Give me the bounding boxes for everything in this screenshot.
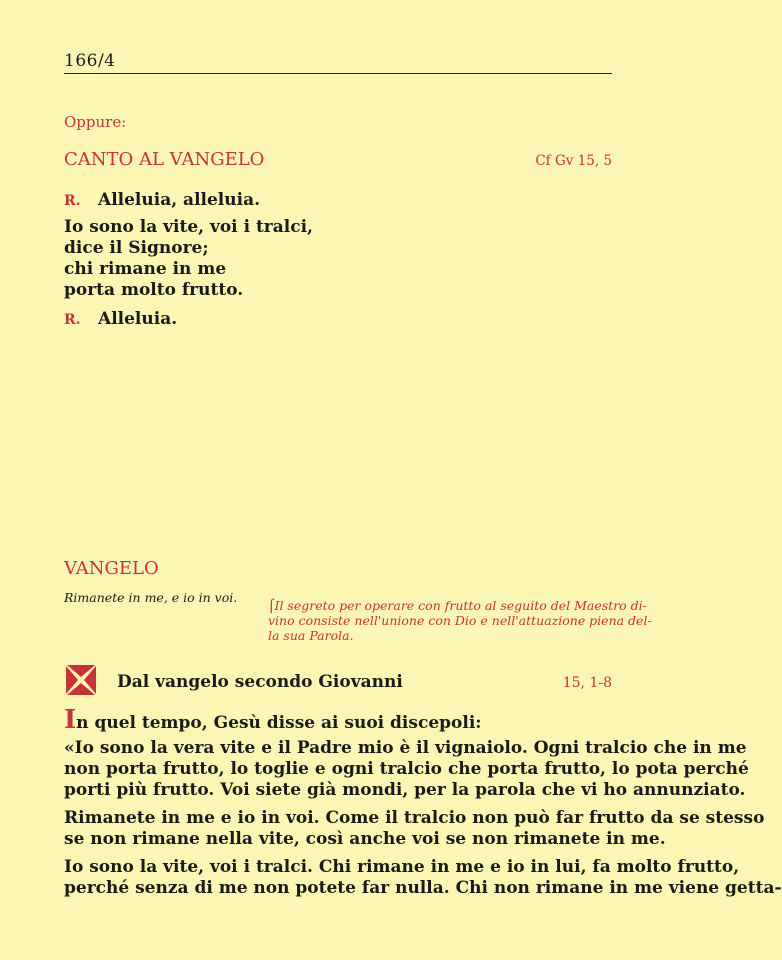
page-number: 166/4 — [64, 51, 116, 71]
paragraph-line: Io sono la vite, voi i tralci. Chi rimane in me e io in lui, fa molto frutto, — [64, 857, 740, 877]
paragraph-line: perché senza di me non potete far nulla. Chi non rimane in me viene getta- — [64, 878, 782, 898]
paragraph-line: «Io sono la vera vite e il Padre mio è il vignaiolo. Ogni tralcio che in me — [64, 738, 747, 758]
header-rule — [64, 73, 612, 74]
paragraph-line: non porta frutto, lo toglie e ogni tralcio che porta frutto, lo pota perché — [64, 759, 749, 779]
vangelo-title: VANGELO — [64, 558, 159, 579]
gospel-first-line — [64, 705, 482, 735]
drop-initial: I — [64, 705, 77, 735]
response-text: Alleluia, alleluia. — [98, 190, 261, 210]
response-symbol-icon: R. — [64, 312, 81, 328]
oppure-label: Oppure: — [64, 113, 127, 131]
commentary-line: Il segreto per operare con frutto al seguito del Maestro di- — [274, 598, 647, 613]
antiphon: Rimanete in me, e io in voi. — [64, 590, 238, 605]
reading-reference: 15, 1-8 — [562, 675, 612, 691]
maltese-cross-icon — [64, 663, 98, 697]
response-text: Alleluia. — [98, 309, 178, 329]
canto-title: CANTO AL VANGELO — [64, 149, 265, 170]
verse-line: Io sono la vite, voi i tralci, — [64, 217, 313, 237]
canto-verse — [64, 217, 313, 301]
response-symbol-icon: R. — [64, 193, 81, 209]
commentary-line: vino consiste nell'unione con Dio e nell'attuazione piena del- — [268, 613, 652, 628]
reading-intro: Dal vangelo secondo Giovanni — [117, 672, 403, 692]
gospel-paragraph — [64, 857, 782, 899]
first-line-text: n quel tempo, Gesù disse ai suoi discepoli: — [76, 713, 482, 733]
canto-reference: Cf Gv 15, 5 — [535, 153, 612, 169]
paragraph-line: porti più frutto. Voi siete già mondi, per la parola che vi ho annunziato. — [64, 780, 746, 800]
response-1 — [64, 190, 260, 210]
commentary-line: la sua Parola. — [268, 628, 354, 643]
verse-line: porta molto frutto. — [64, 280, 244, 300]
gospel-paragraph — [64, 738, 749, 801]
commentary-marker-icon: ⌠ — [268, 598, 275, 613]
verse-line: dice il Signore; — [64, 238, 209, 258]
paragraph-line: se non rimane nella vite, così anche voi se non rimanete in me. — [64, 829, 666, 849]
paragraph-line: Rimanete in me e io in voi. Come il tralcio non può far frutto da se stesso — [64, 808, 765, 828]
response-2 — [64, 309, 177, 329]
gospel-paragraph — [64, 808, 765, 850]
commentary — [268, 598, 652, 643]
verse-line: chi rimane in me — [64, 259, 227, 279]
